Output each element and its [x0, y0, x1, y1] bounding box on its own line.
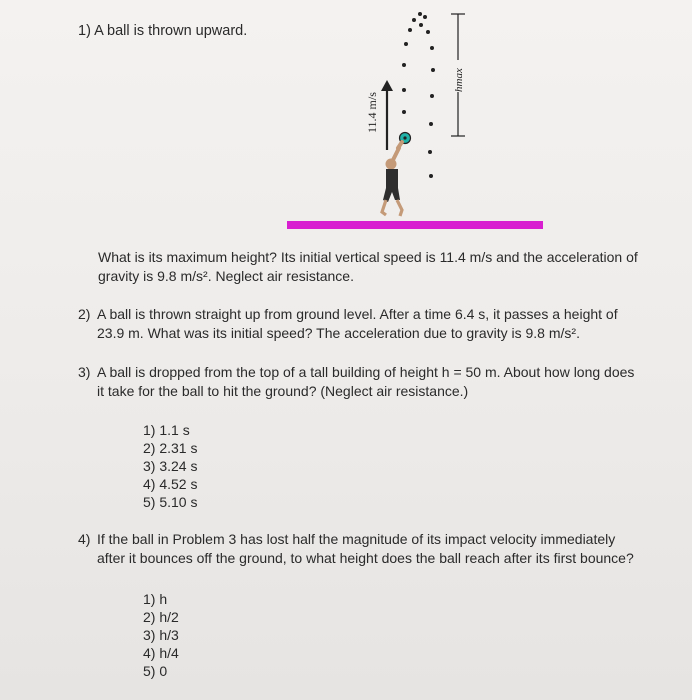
- projectile-figure: [0, 0, 692, 240]
- problem-2-line-1: A ball is thrown straight up from ground level. After a time 6.4 s, it passes a height of: [97, 306, 618, 322]
- option[interactable]: 4) 4.52 s: [143, 476, 198, 492]
- trajectory-dots: [402, 12, 435, 178]
- speed-label: 11.4 m/s: [365, 92, 379, 133]
- problem-3-options: [143, 421, 197, 511]
- problem-1-text: [98, 248, 638, 286]
- option[interactable]: 1) 1.1 s: [143, 422, 190, 438]
- problem-3-line-1: A ball is dropped from the top of a tall building of height h = 50 m. About how long does: [97, 364, 635, 380]
- problem-4-options: [143, 590, 179, 680]
- problem-3: [78, 363, 634, 401]
- velocity-arrow: [365, 80, 393, 150]
- option[interactable]: 2) h/2: [143, 609, 179, 625]
- problem-1-line-1: What is its maximum height? Its initial vertical speed is 11.4 m/s and the acceleration of: [98, 249, 638, 265]
- thrower-figure: [382, 142, 402, 216]
- hmax-label: hmax: [453, 68, 465, 92]
- problem-1-line-2: gravity is 9.8 m/s². Neglect air resistance.: [98, 268, 354, 284]
- option[interactable]: 5) 5.10 s: [143, 494, 198, 510]
- problem-3-line-2: it take for the ball to hit the ground? (Neglect air resistance.): [97, 383, 469, 399]
- option[interactable]: 4) h/4: [143, 645, 179, 661]
- problem-4-number: 4): [78, 531, 91, 547]
- problem-2-number: 2): [78, 306, 91, 322]
- problem-1-heading: 1) A ball is thrown upward.: [78, 23, 248, 39]
- option[interactable]: 3) 3.24 s: [143, 458, 198, 474]
- option[interactable]: 3) h/3: [143, 627, 179, 643]
- option[interactable]: 2) 2.31 s: [143, 440, 198, 456]
- hmax-dimension: [451, 14, 465, 136]
- ground-bar: [287, 221, 543, 229]
- problem-4: [78, 530, 634, 568]
- problem-3-number: 3): [78, 364, 91, 380]
- problem-2: [78, 305, 618, 343]
- problem-4-line-2: after it bounces off the ground, to what height does the ball reach after its first bounce?: [97, 550, 634, 566]
- option[interactable]: 1) h: [143, 591, 168, 607]
- problem-2-line-2: 23.9 m. What was its initial speed? The acceleration due to gravity is 9.8 m/s².: [97, 325, 580, 341]
- problem-4-line-1: If the ball in Problem 3 has lost half the magnitude of its impact velocity immediately: [97, 531, 616, 547]
- option[interactable]: 5) 0: [143, 663, 168, 679]
